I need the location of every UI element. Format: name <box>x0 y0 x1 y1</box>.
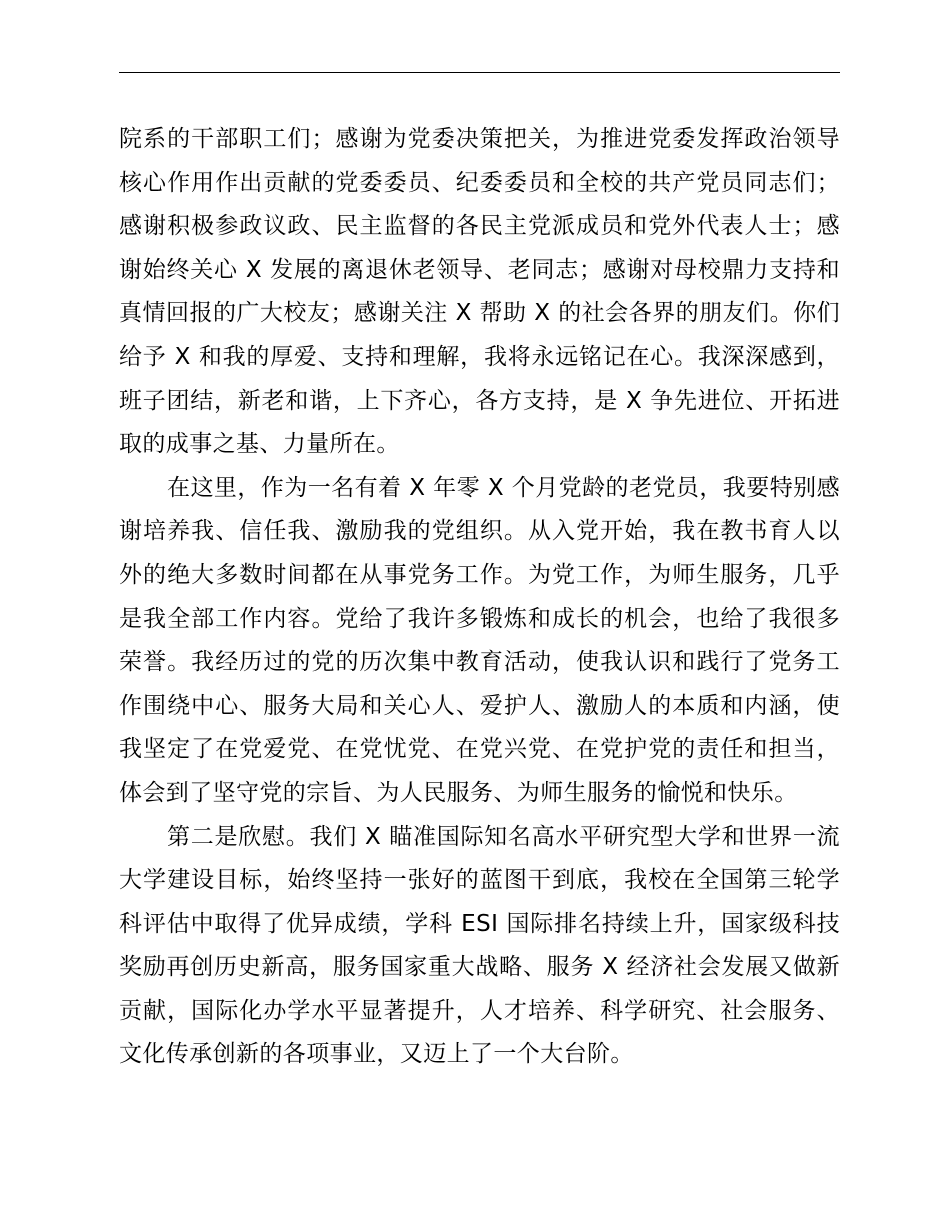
paragraph-1: 院系的干部职工们；感谢为党委决策把关，为推进党委发挥政治领导核心作用作出贡献的党委委员、纪委委员和全校的共产党员同志们；感谢积极参政议政、民主监督的各民主党派成员和党外代表人士；感谢始终关心 X 发展的离退休老领导、老同志；感谢对母校鼎力支持和真情回报的广大校友；感谢关注 X 帮助 X 的社会各界的朋友们。你们给予 X 和我的厚爱、支持和理解，我将永远铭记在心。我深深感到，班子团结，新老和谐，上下齐心，各方支持，是 X 争先进位、开拓进取的成事之基、力量所在。 <box>119 126 840 458</box>
paragraph-3: 第二是欣慰。我们 X 瞄准国际知名高水平研究型大学和世界一流大学建设目标，始终坚持一张好的蓝图干到底，我校在全国第三轮学科评估中取得了优异成绩，学科 ESI 国际排名持续上升，国家级科技奖励再创历史新高，服务国家重大战略、服务 X 经济社会发展又做新贡献，国际化办学水平显著提升，人才培养、科学研究、社会服务、文化传承创新的各项事业，又迈上了一个大台阶。 <box>119 823 840 1068</box>
header-rule <box>119 72 840 73</box>
body-text <box>119 118 840 1077</box>
paragraph-2: 在这里，作为一名有着 X 年零 X 个月党龄的老党员，我要特别感谢培养我、信任我、激励我的党组织。从入党开始，我在教书育人以外的绝大多数时间都在从事党务工作。为党工作，为师生服务，几乎是我全部工作内容。党给了我许多锻炼和成长的机会，也给了我很多荣誉。我经历过的党的历次集中教育活动，使我认识和践行了党务工作围绕中心、服务大局和关心人、爱护人、激励人的本质和内涵，使我坚定了在党爱党、在党忧党、在党兴党、在党护党的责任和担当，体会到了坚守党的宗旨、为人民服务、为师生服务的愉悦和快乐。 <box>119 474 840 806</box>
